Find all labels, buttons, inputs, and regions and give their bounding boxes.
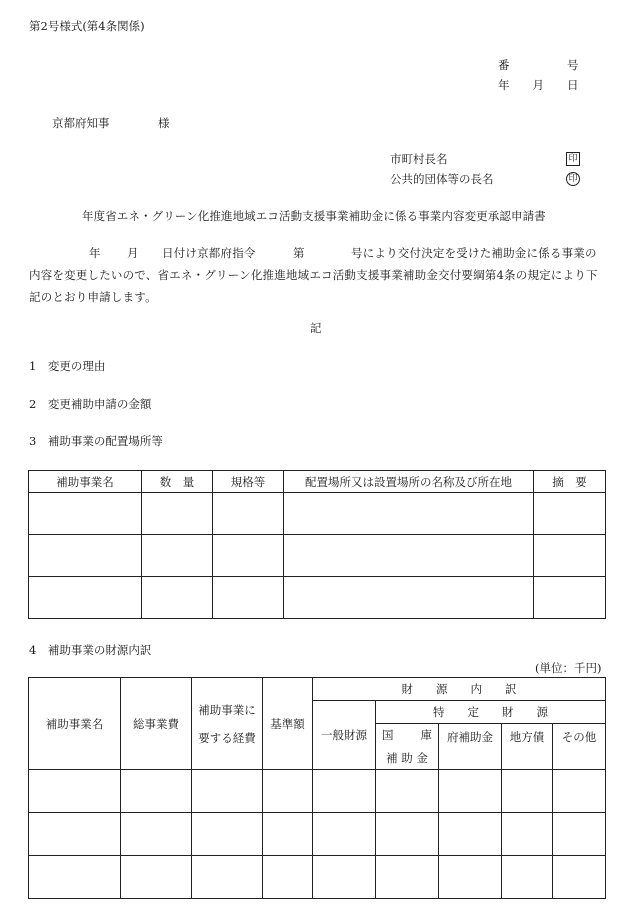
col-header-general-funds: 一般財源 (313, 701, 376, 770)
table-cell[interactable] (213, 535, 284, 577)
body-rest: 号により交付決定を受けた補助金に係る事業の (351, 246, 597, 260)
table-cell[interactable] (376, 770, 439, 813)
placement-table (28, 470, 606, 619)
col-header-total-cost: 総事業費 (121, 678, 192, 770)
table-cell[interactable] (502, 770, 553, 813)
table-cell[interactable] (192, 770, 263, 813)
col-header-prefectural-subsidy: 府補助金 (439, 724, 502, 770)
section-funding-breakdown: 4 補助事業の財源内訳 (29, 643, 152, 657)
col-header-remarks: 摘 要 (534, 471, 606, 493)
section-placement: 3 補助事業の配置場所等 (29, 434, 163, 448)
addressee-honorific: 様 (158, 116, 170, 130)
section-change-reason: 1 変更の理由 (29, 359, 106, 373)
col-header-local-bonds: 地方債 (502, 724, 553, 770)
organization-head-label: 公共的団体等の長名 (390, 172, 494, 186)
table-cell[interactable] (313, 770, 376, 813)
unit-note: (単位：千円) (535, 661, 602, 675)
document-title: 年度省エネ・グリーン化推進地域エコ活動支援事業補助金に係る事業内容変更承認申請書 (82, 209, 546, 223)
table-cell[interactable] (553, 770, 606, 813)
table-cell[interactable] (534, 535, 606, 577)
col-header-other: その他 (553, 724, 606, 770)
document-number-label: 番 号 (498, 58, 579, 72)
body-dai: 第 (293, 246, 305, 260)
col-header-location: 配置場所又は設置場所の名称及び所在地 (284, 471, 534, 493)
table-cell[interactable] (192, 856, 263, 899)
table-cell[interactable] (213, 493, 284, 535)
application-body (29, 242, 606, 308)
table-row (29, 577, 606, 619)
table-cell[interactable] (553, 813, 606, 856)
table-cell[interactable] (142, 535, 213, 577)
body-month: 月 (127, 246, 139, 260)
col-header-project-name: 補助事業名 (29, 678, 121, 770)
table-cell[interactable] (29, 770, 121, 813)
table-cell[interactable] (213, 577, 284, 619)
section-change-amount: 2 変更補助申請の金額 (29, 397, 152, 411)
table-cell[interactable] (192, 813, 263, 856)
body-line-3: 記のとおり申請します。 (29, 290, 157, 304)
table-cell[interactable] (284, 577, 534, 619)
table-cell[interactable] (29, 493, 142, 535)
table-cell[interactable] (284, 535, 534, 577)
table-cell[interactable] (29, 577, 142, 619)
col-header-national-subsidy: 国 庫 (376, 724, 439, 747)
col-header-project-name: 補助事業名 (29, 471, 142, 493)
table-cell[interactable] (29, 856, 121, 899)
table-cell[interactable] (376, 813, 439, 856)
col-header-spec: 規格等 (213, 471, 284, 493)
table-cell[interactable] (313, 856, 376, 899)
table-cell[interactable] (263, 856, 313, 899)
table-cell[interactable] (534, 577, 606, 619)
col-header-specific-funds: 特 定 財 源 (376, 701, 606, 724)
col-header-quantity: 数 量 (142, 471, 213, 493)
col-header-national-subsidy-line-2: 補 助 金 (376, 747, 439, 770)
table-cell[interactable] (263, 813, 313, 856)
seal-round-icon: 印 (566, 172, 580, 186)
table-row (29, 856, 606, 899)
table-cell[interactable] (284, 493, 534, 535)
table-cell[interactable] (439, 770, 502, 813)
table-cell[interactable] (121, 813, 192, 856)
document-date-label: 年 月 日 (498, 78, 579, 92)
table-cell[interactable] (553, 856, 606, 899)
table-cell[interactable] (263, 770, 313, 813)
col-header-funding-breakdown: 財 源 内 訳 (313, 678, 606, 701)
table-row (29, 813, 606, 856)
table-cell[interactable] (439, 856, 502, 899)
mayor-name-label: 市町村長名 (390, 152, 448, 166)
seal-square-icon: 印 (566, 152, 580, 166)
table-cell[interactable] (121, 770, 192, 813)
placement-table-header (29, 471, 606, 493)
body-dated: 日付け京都府指令 (162, 246, 256, 260)
ki-heading: 記 (310, 321, 322, 335)
col-header-base-amount: 基準額 (263, 678, 313, 770)
funding-table (28, 677, 606, 899)
form-number: 第2号様式(第4条関係) (29, 19, 145, 33)
table-cell[interactable] (142, 493, 213, 535)
table-cell[interactable] (29, 813, 121, 856)
table-row (29, 770, 606, 813)
table-row (29, 493, 606, 535)
table-cell[interactable] (121, 856, 192, 899)
addressee-governor: 京都府知事 (52, 116, 110, 130)
body-line-2: 内容を変更したいので、省エネ・グリーン化推進地域エコ活動支援事業補助金交付要綱第4条の規定により下 (29, 268, 598, 282)
table-cell[interactable] (502, 813, 553, 856)
table-cell[interactable] (142, 577, 213, 619)
funding-table-header-row-1 (29, 678, 606, 701)
col-header-required-cost: 補助事業に 要する経費 (192, 678, 263, 770)
table-cell[interactable] (502, 856, 553, 899)
table-cell[interactable] (376, 856, 439, 899)
table-cell[interactable] (313, 813, 376, 856)
body-year: 年 (89, 246, 101, 260)
table-cell[interactable] (534, 493, 606, 535)
table-cell[interactable] (439, 813, 502, 856)
table-row (29, 535, 606, 577)
table-cell[interactable] (29, 535, 142, 577)
